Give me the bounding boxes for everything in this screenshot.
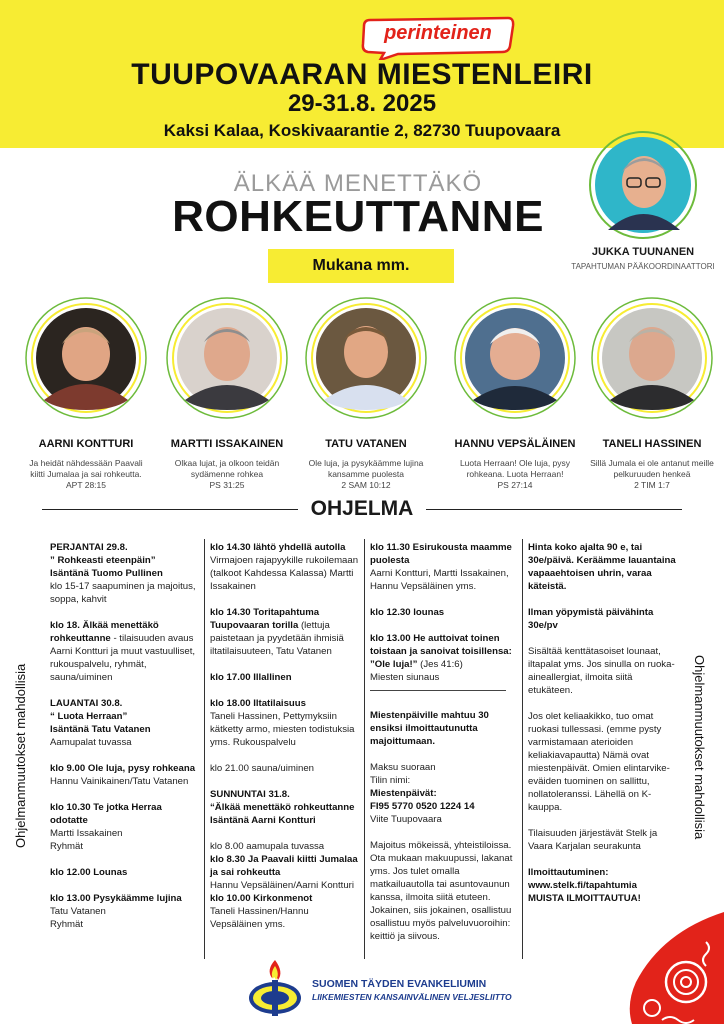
- speaker-name: AARNI KONTTURI: [38, 438, 134, 450]
- speaker-card: [445, 296, 585, 491]
- speaker-quote: Olkaa lujat, ja olkoon teidän sydämenne rohkea PS 31:25: [174, 458, 280, 490]
- speaker-photo: [165, 296, 289, 420]
- speaker-photo: [24, 296, 148, 420]
- speaker-quote: Sillä Jumala ei ole antanut meille pelkuruuden henkeä 2 TIM 1:7: [590, 458, 714, 490]
- speaker-quote: Ja heidät nähdessään Paavali kiitti Jumalaa ja sai rohkeutta. APT 28:15: [29, 458, 143, 490]
- speaker-name: HANNU VEPSÄLÄINEN: [454, 438, 576, 450]
- program-column-1: PERJANTAI 29.8. ” Rohkeasti eteenpäin” Isäntänä Tuomo Pullinen klo 15-17 saapuminen ja majoitus, soppa, kahvit klo 18. Älkää menettäkö rohkeuttanne - tilaisuuden avaus Aarni Kontturi ja muut vastuulliset, rukouspalvelu, ryhmät, sauna/uiminen LAUANTAI 30.8. “ Luota Herraan” Isäntänä Tatu Vatanen Aamupalat tuvassa klo 9.00 Ole luja, pysy rohkeana Hannu Vainikainen/Tatu Vatanen klo 10.30 Te jotka Herraa odotatte Martti Issakainen Ryhmät klo 12.00 Lounas klo 13.00 Pysykäämme lujina Tatu Vatanen Ryhmät: [50, 542, 196, 930]
- program-column-4: Hinta koko ajalta 90 e, tai 30e/päivä. Keräämme lauantaina vapaaehtoisen uhrin, varaa käteistä. Ilman yöpymistä päivähinta 30e/pv Sisältää kenttätasoiset lounaat, iltapalat yms. Jos sinulla on ruoka-aineallergiat, ilmoita siitä etukäteen. Jos olet keliaakikko, tuo omat ruokasi tullessasi. (emme pysty varmistamaan aterioiden keliakiavapautta) Nämä ovat miestenpäivät. Omien elintarvike-eväiden tuominen on sallittu, nollatoleranssi. Lähellä on K-kauppa. Tilaisuuden järjestävät Stelk ja Vaara Karjalan seurakunta Ilmoittautuminen: www.stelk.fi/tapahtumia MUISTA ILMOITTAUTUA!: [528, 542, 676, 904]
- divider-line: [42, 509, 298, 510]
- badge-perinteinen: perinteinen: [384, 22, 492, 44]
- speaker-card: [582, 296, 722, 491]
- fgbmfi-logo-icon: [244, 958, 306, 1020]
- program-column-3: klo 11.30 Esirukousta maamme puolesta Aarni Kontturi, Martti Issakainen, Hannu Vepsäläinen yms. klo 12.30 lounas klo 13.00 He auttoivat toinen toistaan ja sanoivat toisillensa: ”Ole luja!” (Jes 41:6) Miesten siunaus Miestenpäiville mahtuu 30 ensiksi ilmoittautunutta majoittumaan. Maksu suoraan Tilin nimi: Miestenpäivät: FI95 5770 0520 1224 14 Viite Tuupovaara Majoitus mökeissä, yhteistiloissa. Ota mukaan makuupussi, lakanat yms. Jos tulet omalla matkailuautolla tai asuntovaunun kanssa, ilmoita siitä etuteen. Jokainen, siis jokainen, osallistuu osallistuu myös palveluvuoroihin: keittiö ja siivous.: [370, 542, 513, 942]
- column-divider: [364, 539, 365, 959]
- speaker-name: TANELI HASSINEN: [602, 438, 702, 450]
- org-name-line1: SUOMEN TÄYDEN EVANKELIUMIN: [312, 978, 487, 990]
- speaker-quote: Ole luja, ja pysykäämme lujina kansamme puolesta 2 SAM 10:12: [308, 458, 424, 490]
- coordinator-photo: [588, 130, 698, 240]
- speaker-card: [157, 296, 297, 491]
- speaker-card: [296, 296, 436, 491]
- side-note-left: Ohjelmanmuutokset mahdollisia: [13, 663, 28, 848]
- decorative-swirl-icon: [622, 912, 724, 1024]
- event-dates: 29-31.8. 2025: [287, 90, 437, 117]
- event-address: Kaksi Kalaa, Koskivaarantie 2, 82730 Tuupovaara: [163, 121, 561, 140]
- motto-line1: ÄLKÄÄ MENETTÄKÖ: [233, 170, 483, 197]
- speaker-name: MARTTI ISSAKAINEN: [170, 438, 284, 450]
- separator-line: [370, 690, 506, 691]
- speaker-name: TATU VATANEN: [325, 438, 407, 450]
- speaker-photo: [453, 296, 577, 420]
- speaker-photo: [590, 296, 714, 420]
- side-note-right: Ohjelmanmuutokset mahdollisia: [692, 655, 707, 840]
- mukana-banner: Mukana mm.: [268, 249, 454, 283]
- speaker-quote: Luota Herraan! Ole luja, pysy rohkeana. Luota Herraan! PS 27:14: [459, 458, 571, 490]
- motto-line2: ROHKEUTTANNE: [172, 192, 544, 241]
- divider-line: [426, 509, 682, 510]
- column-divider: [204, 539, 205, 959]
- event-title: TUUPOVAARAN MIESTENLEIRI: [131, 58, 593, 91]
- column-divider: [522, 539, 523, 959]
- coordinator-role: TAPAHTUMAN PÄÄKOORDINAATTORI: [571, 262, 715, 271]
- ohjelma-heading: OHJELMA: [310, 497, 414, 520]
- program-column-2: klo 14.30 lähtö yhdellä autolla Virmajoen rajapyykille rukoilemaan (talkoot Kahdessa Kalassa) Martti Issakainen klo 14.30 Toritapahtuma Tuupovaaran torilla (lettuja paistetaan ja pyydetään ihmisiä iltatilaisuuteen, Tatu Vatanen klo 17.00 Illallinen klo 18.00 Iltatilaisuus Taneli Hassinen, Pettymyksiin kätketty armo, miesten todistuksia yms. Rukouspalvelu klo 21.00 sauna/uiminen SUNNUNTAI 31.8. “Älkää menettäkö rohkeuttanne Isäntänä Aarni Kontturi klo 8.00 aamupala tuvassa klo 8.30 Ja Paavali kiitti Jumalaa ja sai rohkeutta Hannu Vepsäläinen/Aarni Kontturi klo 10.00 Kirkonmenot Taneli Hassinen/Hannu Vepsäläinen yms.: [210, 542, 359, 930]
- speaker-photo: [304, 296, 428, 420]
- org-name-line2: LIIKEMIESTEN KANSAINVÄLINEN VELJESLIITTO: [312, 992, 512, 1002]
- speaker-card: [16, 296, 156, 491]
- coordinator-name: JUKKA TUUNANEN: [591, 246, 695, 258]
